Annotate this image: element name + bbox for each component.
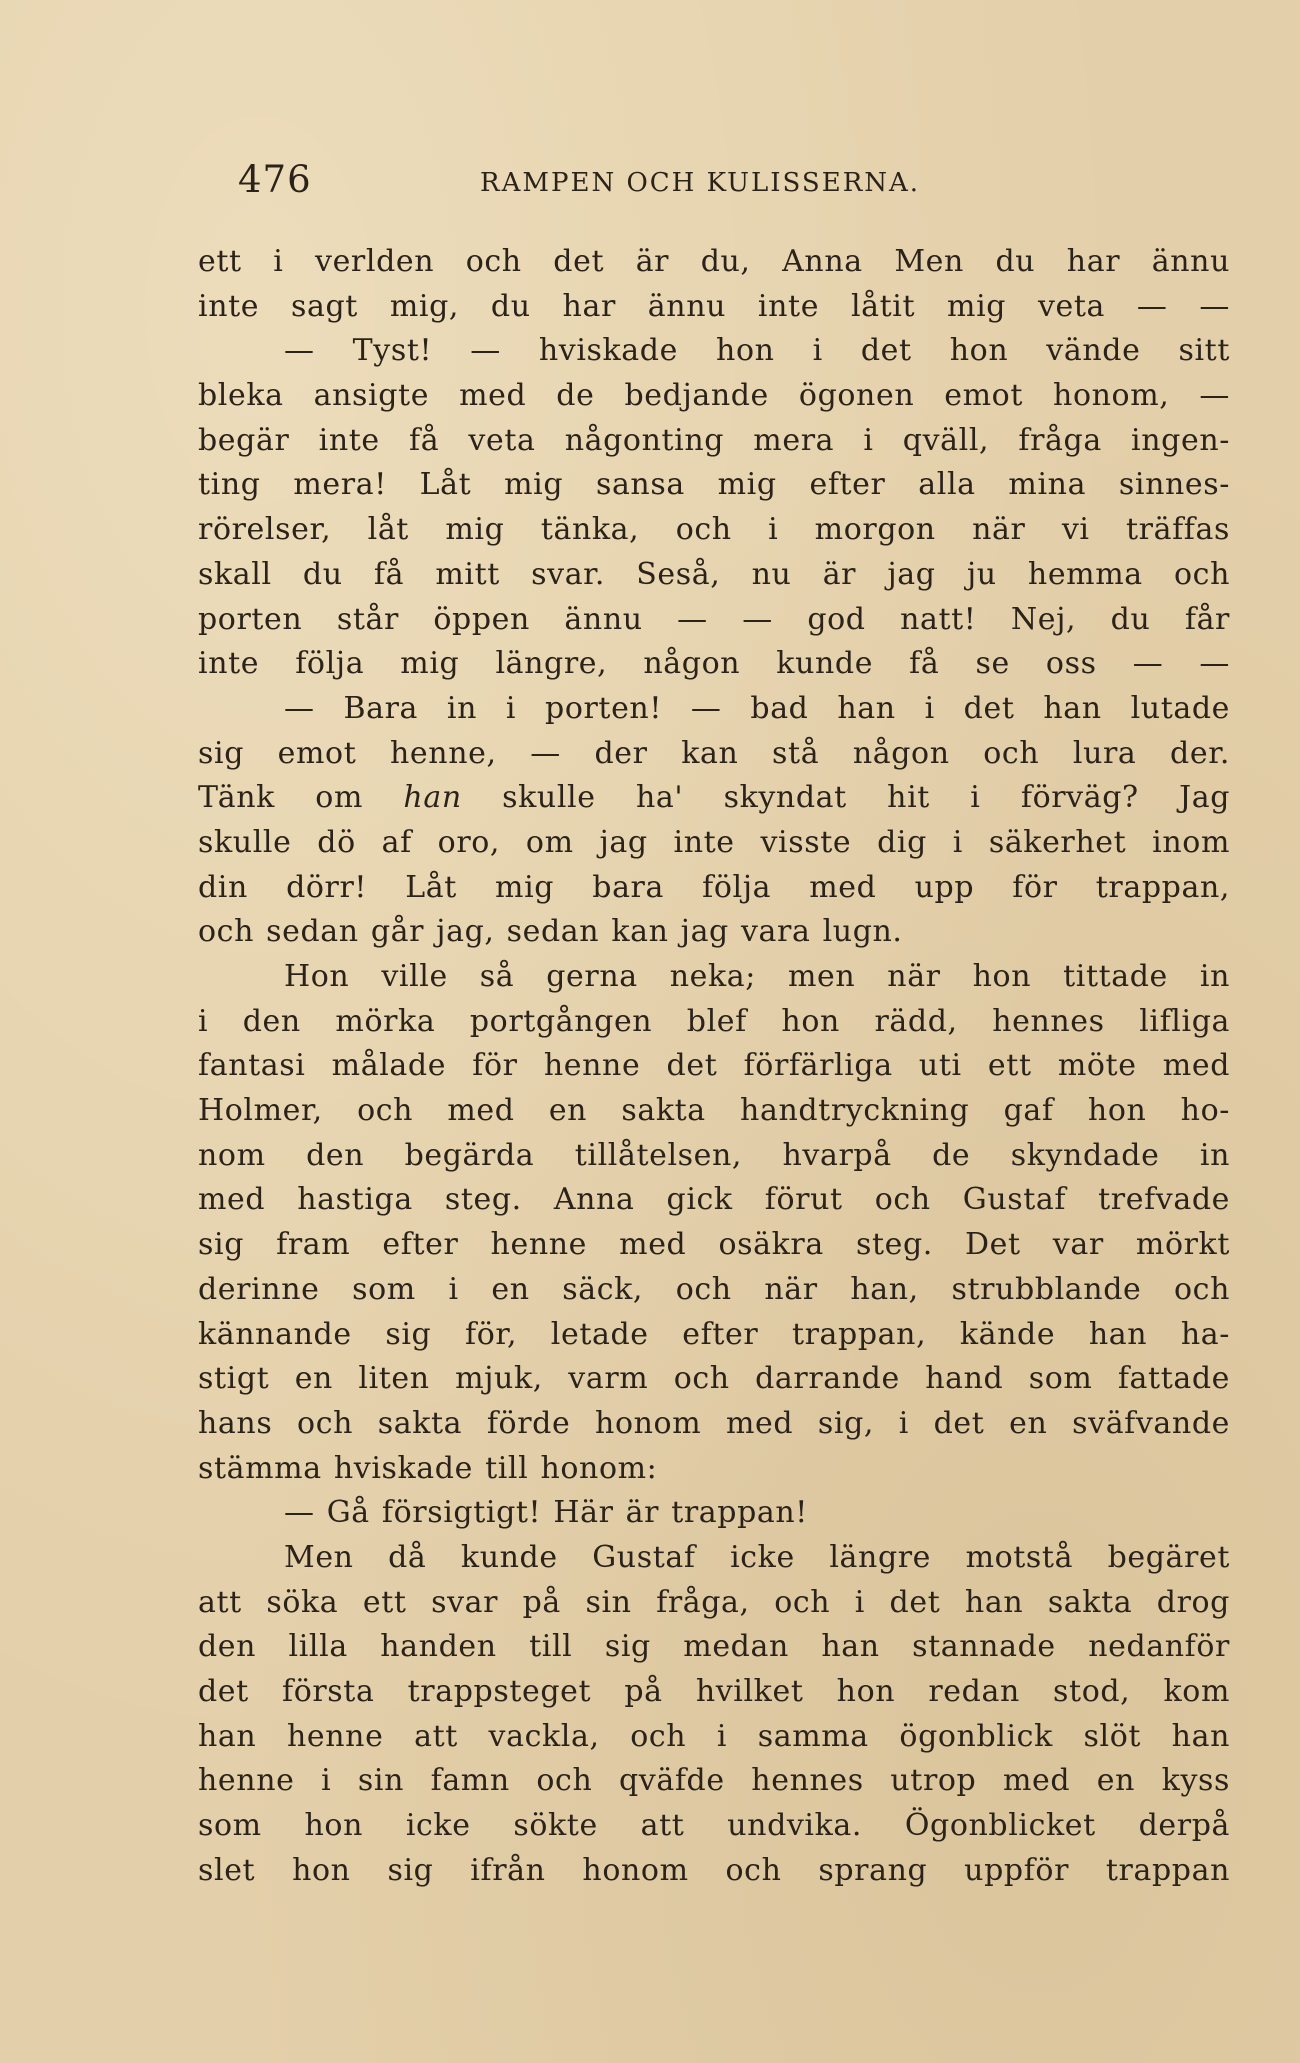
text-line: henne i sin famn och qväfde hennes utrop med en kyss	[198, 1763, 1230, 1799]
text-line: med hastiga steg. Anna gick förut och Gustaf trefvade	[198, 1182, 1230, 1218]
text-segment: Tänk om	[198, 780, 404, 816]
text-line: skall du få mitt svar. Seså, nu är jag ju hemma och	[198, 556, 1230, 592]
text-line: som hon icke sökte att undvika. Ögonblicket derpå	[198, 1808, 1230, 1844]
text-line: rörelser, låt mig tänka, och i morgon när vi träffas	[198, 512, 1230, 548]
text-line: inte följa mig längre, någon kunde få se oss — —	[198, 646, 1230, 682]
text-line: ting mera! Låt mig sansa mig efter alla mina sinnes-	[198, 467, 1230, 503]
text-line: skulle dö af oro, om jag inte visste dig i säkerhet inom	[198, 824, 1230, 860]
text-line: fantasi målade för henne det förfärliga uti ett möte med	[198, 1048, 1230, 1084]
text-line: stigt en liten mjuk, varm och darrande hand som fattade	[198, 1361, 1230, 1397]
body-text	[198, 240, 1230, 1893]
text-line: Men då kunde Gustaf icke längre motstå begäret	[284, 1539, 1230, 1575]
text-segment: skulle ha' skyndat hit i förväg? Jag	[461, 780, 1230, 816]
running-title: RAMPEN OCH KULISSERNA.	[480, 168, 921, 198]
text-line: porten står öppen ännu — — god natt! Nej, du får	[198, 601, 1230, 637]
text-line: sig emot henne, — der kan stå någon och lura der.	[198, 735, 1230, 771]
text-line: stämma hviskade till honom:	[198, 1450, 658, 1486]
text-line: Hon ville så gerna neka; men när hon tittade in	[284, 959, 1230, 994]
text-line: han henne att vackla, och i samma ögonblick slöt han	[198, 1718, 1230, 1754]
text-line: din dörr! Låt mig bara följa med upp för trappan,	[198, 869, 1230, 905]
text-line: — Tyst! — hviskade hon i det hon vände sitt	[284, 333, 1230, 369]
text-line: nom den begärda tillåtelsen, hvarpå de skyndade in	[198, 1137, 1230, 1173]
page-number: 476	[238, 158, 312, 201]
text-line	[198, 776, 1230, 821]
text-line: sig fram efter henne med osäkra steg. Det var mörkt	[198, 1227, 1230, 1263]
text-line: och sedan går jag, sedan kan jag vara lugn.	[198, 914, 903, 950]
text-line: att söka ett svar på sin fråga, och i det han sakta drog	[198, 1584, 1230, 1620]
text-line: slet hon sig ifrån honom och sprang uppför trappan	[198, 1852, 1230, 1888]
text-line: inte sagt mig, du har ännu inte låtit mig veta — —	[198, 288, 1230, 324]
text-line: bleka ansigte med de bedjande ögonen emot honom, —	[198, 378, 1230, 414]
text-line: derinne som i en säck, och när han, strubblande och	[198, 1271, 1230, 1307]
text-line: begär inte få veta någonting mera i qväll, fråga ingen-	[198, 422, 1230, 458]
text-line: i den mörka portgången blef hon rädd, hennes lifliga	[198, 1003, 1230, 1039]
text-line: den lilla handen till sig medan han stannade nedanför	[198, 1629, 1230, 1665]
text-line: hans och sakta förde honom med sig, i det en sväfvande	[198, 1405, 1230, 1441]
text-line: Holmer, och med en sakta handtryckning gaf hon ho-	[198, 1093, 1230, 1129]
italic-word: han	[403, 780, 462, 816]
text-line: det första trappsteget på hvilket hon redan stod, kom	[198, 1674, 1230, 1709]
running-head	[196, 158, 1256, 202]
text-line: kännande sig för, letade efter trappan, kände han ha-	[198, 1316, 1230, 1352]
text-line: — Gå försigtigt! Här är trappan!	[284, 1495, 808, 1531]
text-line: — Bara in i porten! — bad han i det han lutade	[284, 690, 1230, 726]
text-line: ett i verlden och det är du, Anna Men du har ännu	[198, 244, 1230, 279]
